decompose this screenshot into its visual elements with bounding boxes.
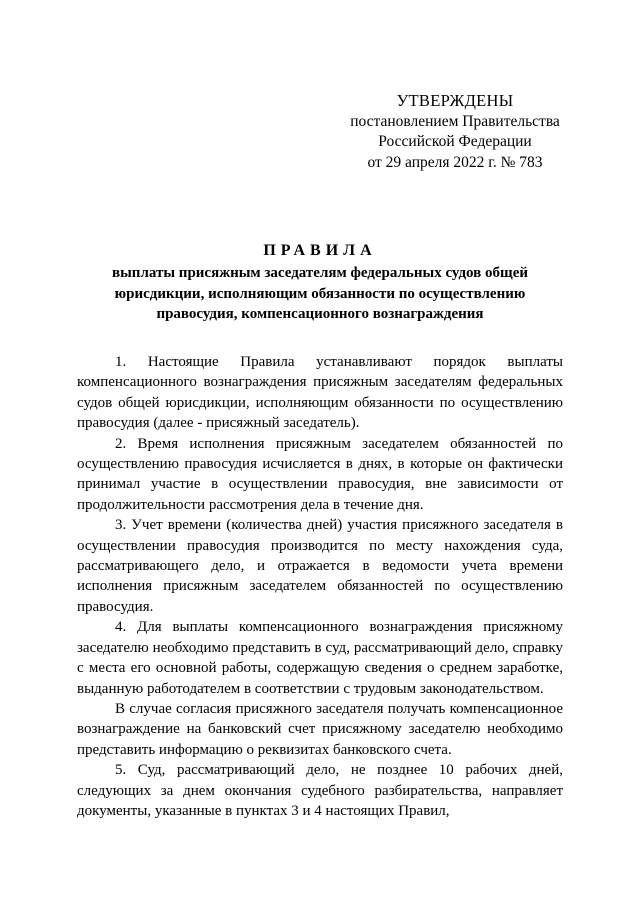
paragraph-4-continued: В случае согласия присяжного заседателя получать компенсационное вознаграждение на банковский счет присяжному заседателю необходимо представить информацию о реквизитах банковского счета. <box>77 700 563 758</box>
paragraph-1: 1. Настоящие Правила устанавливают порядок выплаты компенсационного вознаграждения присяжным заседателям федеральных судов общей юрисдикции, исполняющим обязанности по осуществлению правосудия (далее - присяжный заседатель). <box>77 354 563 432</box>
approval-line-2: Российской Федерации <box>378 133 532 150</box>
approval-heading: УТВЕРЖДЕНЫ <box>396 91 514 110</box>
approval-stamp <box>330 91 580 173</box>
approval-line-3: от 29 апреля 2022 г. № 783 <box>367 153 543 171</box>
document-title: ПРАВИЛА <box>263 242 377 259</box>
paragraph-3: 3. Учет времени (количества дней) участия присяжного заседателя в осуществлении правосудия производится по месту нахождения суда, рассматривающего дело, и отражается в ведомости учета времени исполнения присяжным заседателем обязанностей по осуществлению правосудия. <box>77 517 563 615</box>
paragraph-4: 4. Для выплаты компенсационного вознаграждения присяжному заседателю необходимо представить в суд, рассматривающий дело, справку с места его основной работы, содержащую сведения о среднем заработке, выданную работодателем в соответствии с трудовым законодательством. <box>77 619 563 697</box>
document-subtitle: выплаты присяжным заседателям федеральных судов общей юрисдикции, исполняющим обязанности по осуществлению правосудия, компенсационного вознаграждения <box>111 265 528 322</box>
paragraph-2: 2. Время исполнения присяжным заседателем обязанностей по осуществлению правосудия исчисляется в днях, в которые он фактически принимал участие в осуществлении правосудия, вне зависимости от продолжительности рассмотрения дела в течение дня. <box>77 435 563 513</box>
document-body <box>77 352 563 821</box>
approval-line-1: постановлением Правительства <box>350 112 560 130</box>
paragraph-5: 5. Суд, рассматривающий дело, не позднее 10 рабочих дней, следующих за днем окончания судебного разбирательства, направляет документы, указанные в пунктах 3 и 4 настоящих Правил, <box>77 762 563 819</box>
